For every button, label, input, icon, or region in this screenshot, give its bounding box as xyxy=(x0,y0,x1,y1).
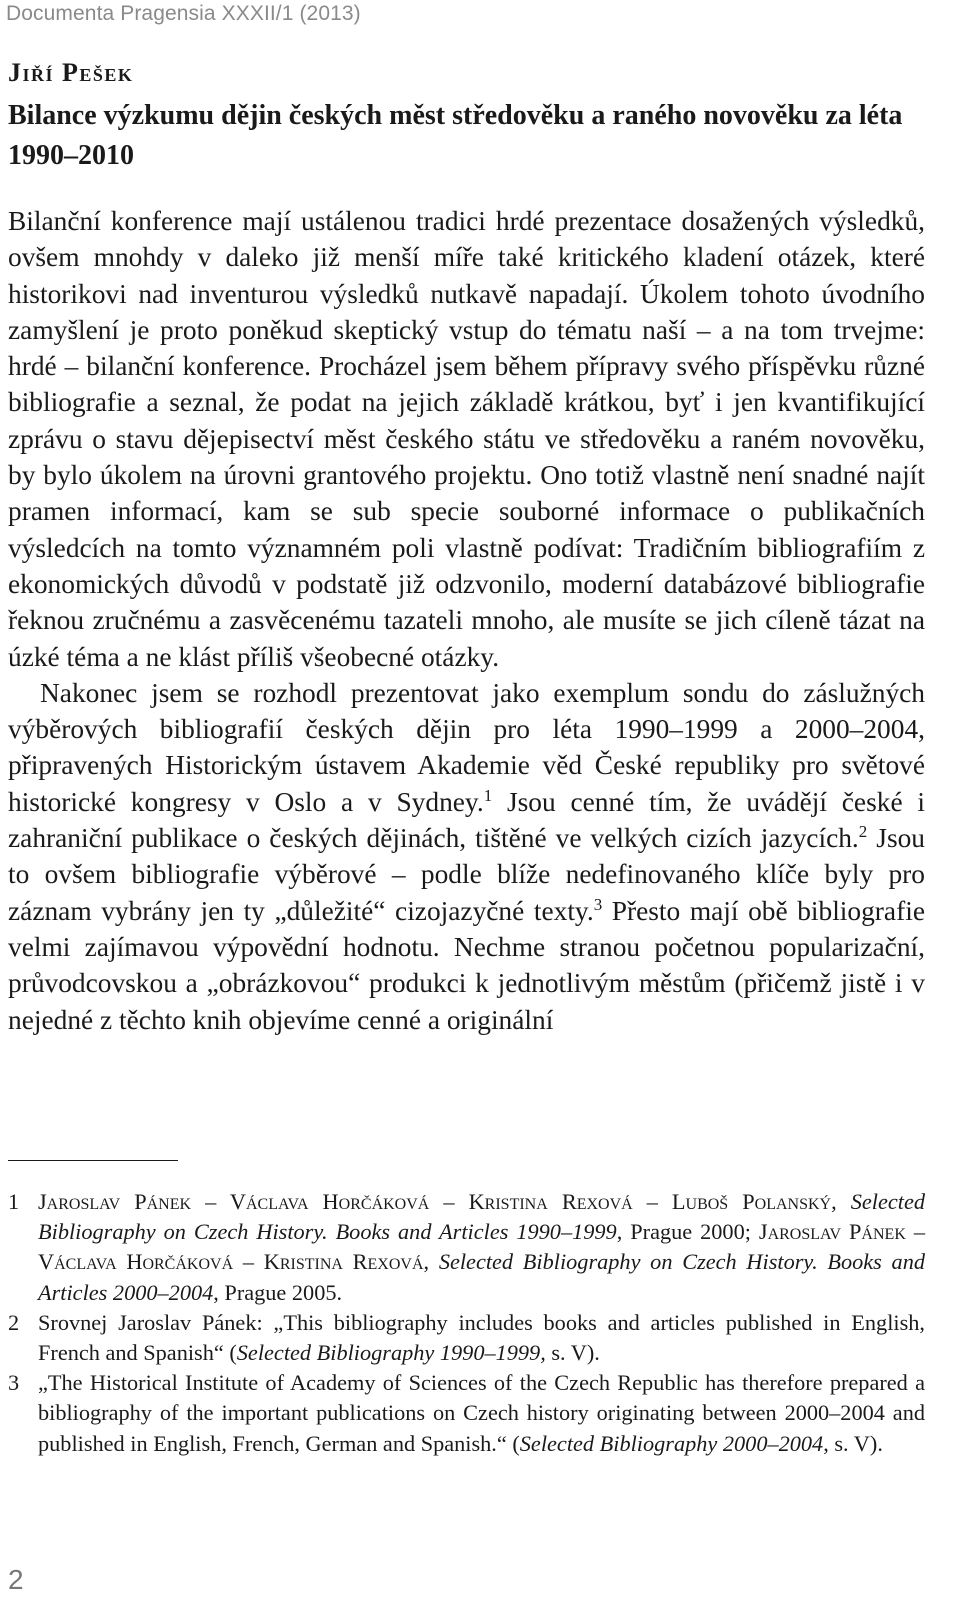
footnote-number: 1 xyxy=(8,1189,20,1214)
paragraph-2-part-c: Jsou to ovšem bibliografie výběrové – podle blíže nedefinovaného klíče byly pro záznam vybrány jen ty „důležité“ cizojazyčné texty. xyxy=(8,823,925,926)
footnote-1 xyxy=(8,1187,925,1308)
footnote-book-title: Selected Bibliography on Czech History. Books and Articles 1990–1999 xyxy=(38,1189,925,1245)
footnote-publication: , Prague 2005. xyxy=(213,1279,343,1305)
footnote-text xyxy=(38,1187,925,1308)
article-title: Bilance výzkumu dějin českých měst středověku a raného novověku za léta 1990–2010 xyxy=(8,100,903,171)
footnote-quote: Srovnej Jaroslav Pánek: „This bibliography includes books and articles published in English, French and Spanish“ ( xyxy=(38,1309,925,1366)
paragraph-1: Bilanční konference mají ustálenou tradici hrdé prezentace dosažených výsledků, ovšem mnohdy v daleko již menší míře také kritického kladení otázek, které historikovi nad inventurou výsledků nutkavě napadají. Úkolem tohoto úvodního zamyšlení je proto poněkud skeptický vstup do tématu naší – a na tom trvejme: hrdé – bilanční konference. Procházel jsem během přípravy svého příspěvku různé bibliografie a seznal, že podat na jejich základě krátkou, byť i jen kvantifikující zprávu o stavu dějepisectví měst českého státu ve středověku a raném novověku, by bylo úkolem na úrovni grantového projektu. Ono totiž vlastně není snadné najít pramen informací, kam se sub specie souborné informace o publikačních výsledcích na tomto významném poli vlastně podívat: Tradičním bibliografiím z ekonomických důvodů v podstatě již odzvonilo, moderní databázové bibliografie řeknou zručnému a zasvěcenému tazateli mnoho, ale musíte se jich cíleně tázat na úzké téma a ne klást příliš všeobecné otázky. xyxy=(8,206,925,672)
running-head: Documenta Pragensia XXXII/1 (2013) xyxy=(6,2,361,25)
footnote-book-title: Selected Bibliography 2000–2004 xyxy=(519,1430,824,1456)
footnote-authors: Jaroslav Pánek – Václava Horčáková – Kristina Rexová, xyxy=(38,1219,925,1275)
article-author: Jiří Pešek xyxy=(8,58,134,87)
paragraph-2-part-a: Nakonec jsem se rozhodl prezentovat jako exemplum sondu do záslužných výběrových bibliografií českých dějin pro léta 1990–1999 a 2000–2004, připravených Historickým ústavem Akademie věd České republiky pro světové historické kongresy v Oslo a v Sydney. xyxy=(8,677,925,817)
footnote-book-title: Selected Bibliography on Czech History. Books and Articles 2000–2004 xyxy=(38,1249,926,1305)
footnote-number: 3 xyxy=(8,1370,20,1396)
footnote-ref-3[interactable]: 3 xyxy=(593,894,603,914)
paragraph-2-part-b: Jsou cenné tím, že uvádějí české i zahraniční publikace o českých dějinách, tištěné ve velkých cizích jazycích. xyxy=(8,786,926,854)
footnote-publication: , Prague 2000; xyxy=(616,1219,759,1245)
footnote-quote: „The Historical Institute of Academy of Sciences of the Czech Republic has therefore prepared a bibliography of the important publications on Czech history originating between 2000–2004 and published in English, French, German and Spanish.“ ( xyxy=(38,1370,925,1456)
footnote-authors: Jaroslav Pánek – Václava Horčáková – Kristina Rexová – Luboš Polanský, xyxy=(38,1189,837,1214)
paragraph-2-part-d: Přesto mají obě bibliografie velmi zajímavou výpovědní hodnotu. Nechme stranou početnou popularizační, průvodcovskou a „obrázkovou“ produkci k jednotlivým městům (přičemž jistě i v nejedné z těchto knih objevíme cenné a originální xyxy=(8,895,925,1035)
paragraph-2 xyxy=(8,675,925,1038)
footnote-2 xyxy=(8,1308,925,1368)
footnote-divider xyxy=(8,1160,178,1161)
footnote-ref-1[interactable]: 1 xyxy=(483,785,493,805)
footnote-page-ref: s. V). xyxy=(545,1340,600,1366)
footnote-text xyxy=(38,1308,925,1368)
page-number: 2 xyxy=(8,1564,24,1595)
footnote-text xyxy=(38,1368,925,1459)
footnotes xyxy=(8,1187,925,1459)
footnote-page-ref: , s. V). xyxy=(823,1430,883,1456)
footnote-book-title: Selected Bibliography 1990–1999, xyxy=(236,1340,546,1366)
article-body xyxy=(8,203,925,1038)
footnote-number: 2 xyxy=(8,1309,20,1335)
footnote-ref-2[interactable]: 2 xyxy=(858,821,868,841)
footnote-3 xyxy=(8,1368,925,1459)
